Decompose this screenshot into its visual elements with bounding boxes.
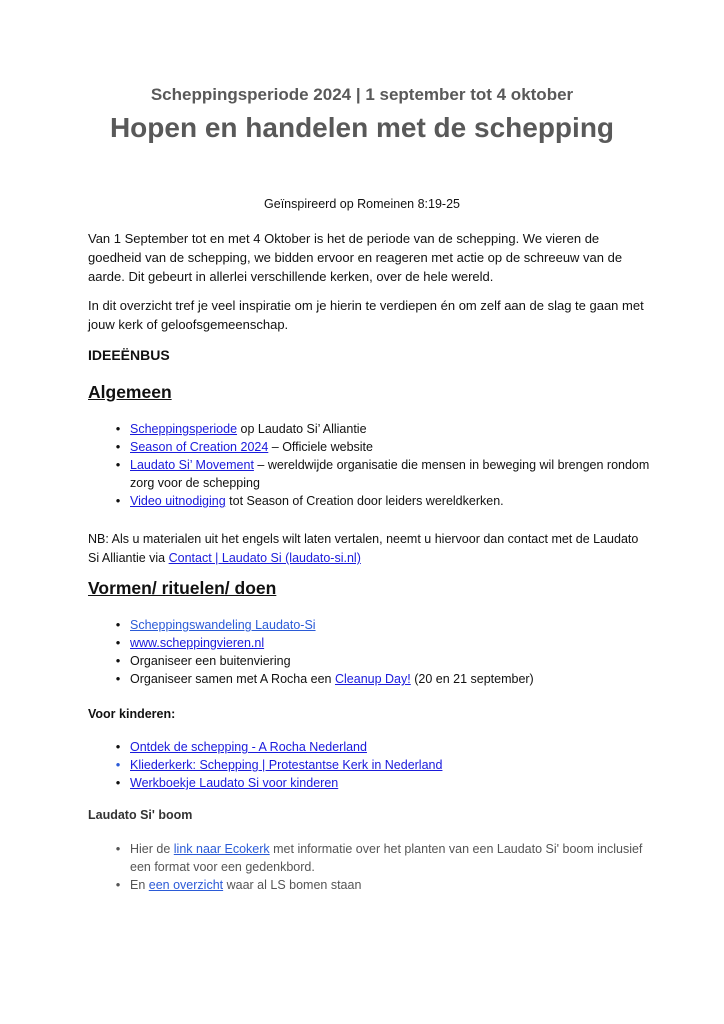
heading-algemeen: Algemeen — [88, 382, 172, 402]
bullet-icon: • — [115, 493, 121, 508]
list-item — [112, 438, 652, 456]
list-item — [112, 670, 652, 688]
link-cleanup-day[interactable]: Cleanup Day! — [334, 672, 411, 686]
bullet-icon: • — [115, 635, 121, 650]
page-title: Hopen en handelen met de schepping — [109, 112, 615, 143]
list-item — [112, 456, 652, 492]
list-item — [112, 492, 652, 510]
link-scheppingswandeling[interactable]: Scheppingswandeling Laudato-Si — [130, 618, 316, 632]
link-season-of-creation[interactable]: Season of Creation 2024 — [130, 440, 269, 454]
link-laudato-si-movement[interactable]: Laudato Si’ Movement — [130, 458, 254, 472]
list-item-text: (20 en 21 september) — [410, 672, 534, 686]
heading-voor-kinderen: Voor kinderen: — [88, 707, 176, 721]
list-item — [112, 738, 652, 756]
translation-note — [88, 530, 648, 568]
link-ecokerk[interactable]: link naar Ecokerk — [173, 842, 270, 856]
heading-laudato-si-boom: Laudato Si' boom — [88, 808, 193, 822]
list-item — [112, 774, 652, 792]
bullet-icon: • — [115, 739, 121, 754]
list-item-text: Organiseer een buitenviering — [130, 654, 291, 668]
link-kliederkerk[interactable]: Kliederkerk: Schepping | Protestantse Kerk in Nederland — [130, 758, 443, 772]
bullet-icon: • — [115, 877, 121, 892]
list-item — [112, 876, 652, 894]
vormen-list — [112, 616, 652, 688]
link-scheppingsperiode[interactable]: Scheppingsperiode — [130, 422, 238, 436]
list-item — [112, 420, 652, 438]
list-item-text: Organiseer samen met A Rocha een — [130, 672, 335, 686]
list-item-text: En — [130, 878, 149, 892]
bullet-icon: • — [115, 757, 121, 772]
algemeen-list — [112, 420, 652, 510]
link-ontdek-de-schepping[interactable]: Ontdek de schepping - A Rocha Nederland — [130, 740, 367, 754]
list-item — [112, 756, 652, 774]
list-item — [112, 634, 652, 652]
bullet-icon: • — [115, 841, 121, 856]
list-item — [112, 616, 652, 634]
bullet-icon: • — [115, 653, 121, 668]
intro-paragraph-2: In dit overzicht tref je veel inspiratie om je hierin te verdiepen én om zelf aan de slag te gaan met jouw kerk of geloofsgemeenschap. — [88, 298, 644, 332]
inspired-by: Geïnspireerd op Romeinen 8:19-25 — [264, 197, 460, 211]
link-scheppingvieren[interactable]: www.scheppingvieren.nl — [130, 636, 265, 650]
list-item-text: waar al LS bomen staan — [223, 878, 362, 892]
link-contact-laudato-si[interactable]: Contact | Laudato Si (laudato-si.nl) — [168, 551, 361, 565]
bullet-icon: • — [115, 421, 121, 436]
list-item — [112, 652, 652, 670]
subtitle: Scheppingsperiode 2024 | 1 september tot 4 oktober — [150, 85, 574, 104]
bullet-icon: • — [115, 457, 121, 472]
list-item-text: tot Season of Creation door leiders wereldkerken. — [225, 494, 504, 508]
link-video-uitnodiging[interactable]: Video uitnodiging — [130, 494, 226, 508]
list-item-text: op Laudato Si’ Alliantie — [237, 422, 367, 436]
boom-list — [112, 840, 652, 894]
kinderen-list — [112, 738, 652, 792]
bullet-icon: • — [115, 671, 121, 686]
heading-vormen: Vormen/ rituelen/ doen — [88, 578, 277, 598]
section-ideeenbus: IDEEËNBUS — [88, 347, 170, 363]
link-overzicht[interactable]: een overzicht — [148, 878, 224, 892]
intro-paragraph-1: Van 1 September tot en met 4 Oktober is het de periode van de schepping. We vieren de goedheid van de schepping, we bidden ervoor en reageren met actie op de schreeuw van de aarde. Dit gebeurt in allerlei verschillende kerken, over de hele wereld. — [88, 231, 623, 284]
bullet-icon: • — [115, 439, 121, 454]
list-item-text: Hier de — [130, 842, 174, 856]
list-item — [112, 840, 652, 876]
bullet-icon: • — [115, 775, 121, 790]
list-item-text: – wereldwijde organisatie die mensen in beweging wil brengen rondom zorg voor de schepping — [130, 458, 650, 490]
list-item-text: – Officiele website — [268, 440, 373, 454]
bullet-icon: • — [115, 617, 121, 632]
note-text: NB: Als u materialen uit het engels wilt laten vertalen, neemt u hiervoor dan contact met de Laudato Si Alliantie via — [88, 532, 639, 565]
list-item-text: met informatie over het planten van een Laudato Si' boom inclusief een format voor een gedenkbord. — [130, 842, 643, 874]
link-werkboekje[interactable]: Werkboekje Laudato Si voor kinderen — [130, 776, 339, 790]
